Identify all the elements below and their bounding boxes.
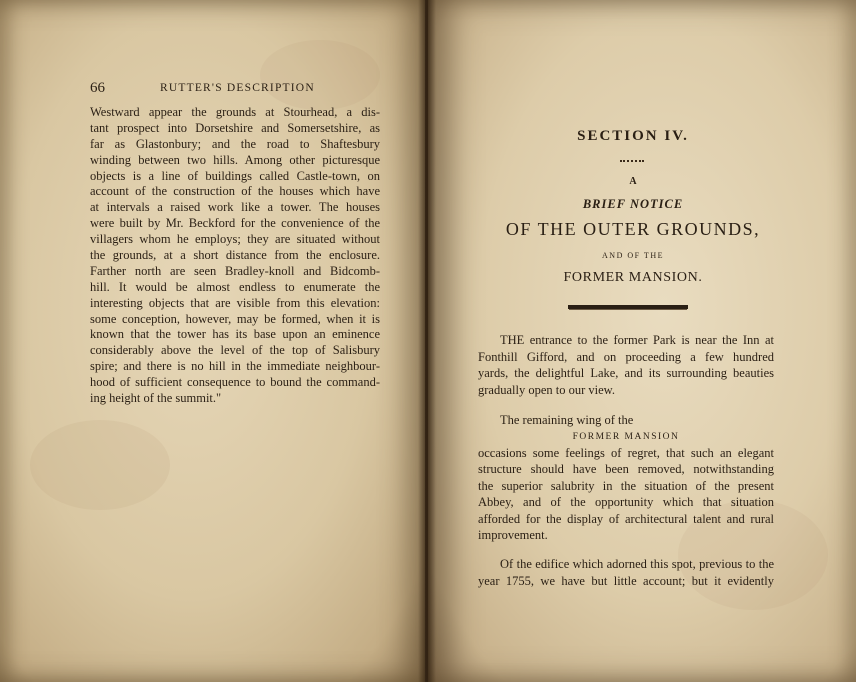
text-line: tant prospect into Dorsetshire and Somersetshire, as — [90, 120, 380, 135]
text-line: interesting objects that are visible from this elevation: — [90, 295, 380, 310]
text-line: considerably above the level of the top of Salisbury — [90, 343, 380, 358]
text-line: Westward appear the grounds at Stourhead, a dis- — [90, 105, 380, 119]
text-line: the superior salubrity in the situation of the present — [478, 478, 774, 493]
text-line: winding between two hills. Among other picturesque — [90, 152, 380, 167]
text-line: some conception, however, may be formed, when it is — [90, 311, 380, 326]
text-line: THE entrance to the former Park is near the Inn at — [500, 333, 774, 347]
heading-and-of-the: AND OF THE — [602, 251, 664, 260]
heading-brief-notice: BRIEF NOTICE — [582, 197, 684, 211]
book-gutter — [418, 0, 436, 682]
heading-former-mansion: FORMER MANSION. — [563, 270, 703, 285]
section-heading: SECTION IV. — [577, 128, 689, 144]
text-line: yards, the delightful Lake, and its surrounding beauties — [478, 366, 774, 380]
paragraph-mansion — [478, 412, 774, 544]
text-line: villagers whom he employs; they are situated without — [90, 232, 380, 247]
running-head-title: RUTTER'S DESCRIPTION — [160, 82, 315, 94]
text-line: structure should have been removed, notwithstanding — [478, 462, 774, 476]
ornament-rule — [620, 160, 644, 162]
text-line: Fonthill Gifford, and on proceeding a few hundred — [478, 349, 774, 364]
text-line: hood of sufficient consequence to bound the command- — [90, 375, 380, 390]
heading-article: A — [629, 176, 637, 187]
text-line: the grounds, at a short distance from the enclosure. — [90, 248, 380, 263]
text-line: occasions some feelings of regret, that such an elegant — [478, 445, 774, 460]
text-line: ing height of the summit." — [90, 391, 222, 406]
text-line: hill. It would be almost endless to enumerate the — [90, 279, 380, 294]
left-page-body — [90, 105, 380, 407]
text-line: Of the edifice which adorned this spot, previous to the — [500, 557, 774, 571]
text-line: improvement. — [478, 528, 548, 542]
heading-rule — [568, 305, 688, 309]
text-line: objects is a line of buildings called Castle-town, on — [90, 168, 380, 183]
running-head — [90, 80, 390, 98]
text-line: spire; and there is no hill in the immediate neighbour- — [90, 359, 380, 374]
small-caps-line: FORMER MANSION — [572, 431, 680, 442]
paragraph-edifice — [478, 556, 774, 589]
heading-outer-grounds: OF THE OUTER GROUNDS, — [505, 219, 761, 239]
paper-stain — [30, 420, 170, 510]
text-line: year 1755, we have but little account; but it evidently — [478, 573, 774, 588]
text-line: gradually open to our view. — [478, 382, 615, 397]
paper-stain — [260, 40, 380, 110]
text-line: Farther north are seen Bradley-knoll and Bidcomb- — [90, 263, 380, 278]
left-page — [0, 0, 425, 682]
text-line: account of the construction of the houses which have — [90, 184, 380, 199]
text-line: The remaining wing of the — [500, 413, 634, 427]
text-line: at intervals a raised work like a tower. The houses — [90, 200, 380, 215]
text-line: known that the tower has its base upon an eminence — [90, 327, 380, 342]
paragraph-entrance — [478, 332, 774, 398]
text-line: far as Glastonbury; and the road to Shaftesbury — [90, 136, 380, 151]
page-number: 66 — [90, 80, 105, 96]
text-line: afforded for the display of architectural talent and rural — [478, 511, 774, 526]
text-line: were built by Mr. Beckford for the convenience of the — [90, 216, 380, 231]
text-line: Abbey, and of the opportunity which that situation — [478, 495, 774, 509]
